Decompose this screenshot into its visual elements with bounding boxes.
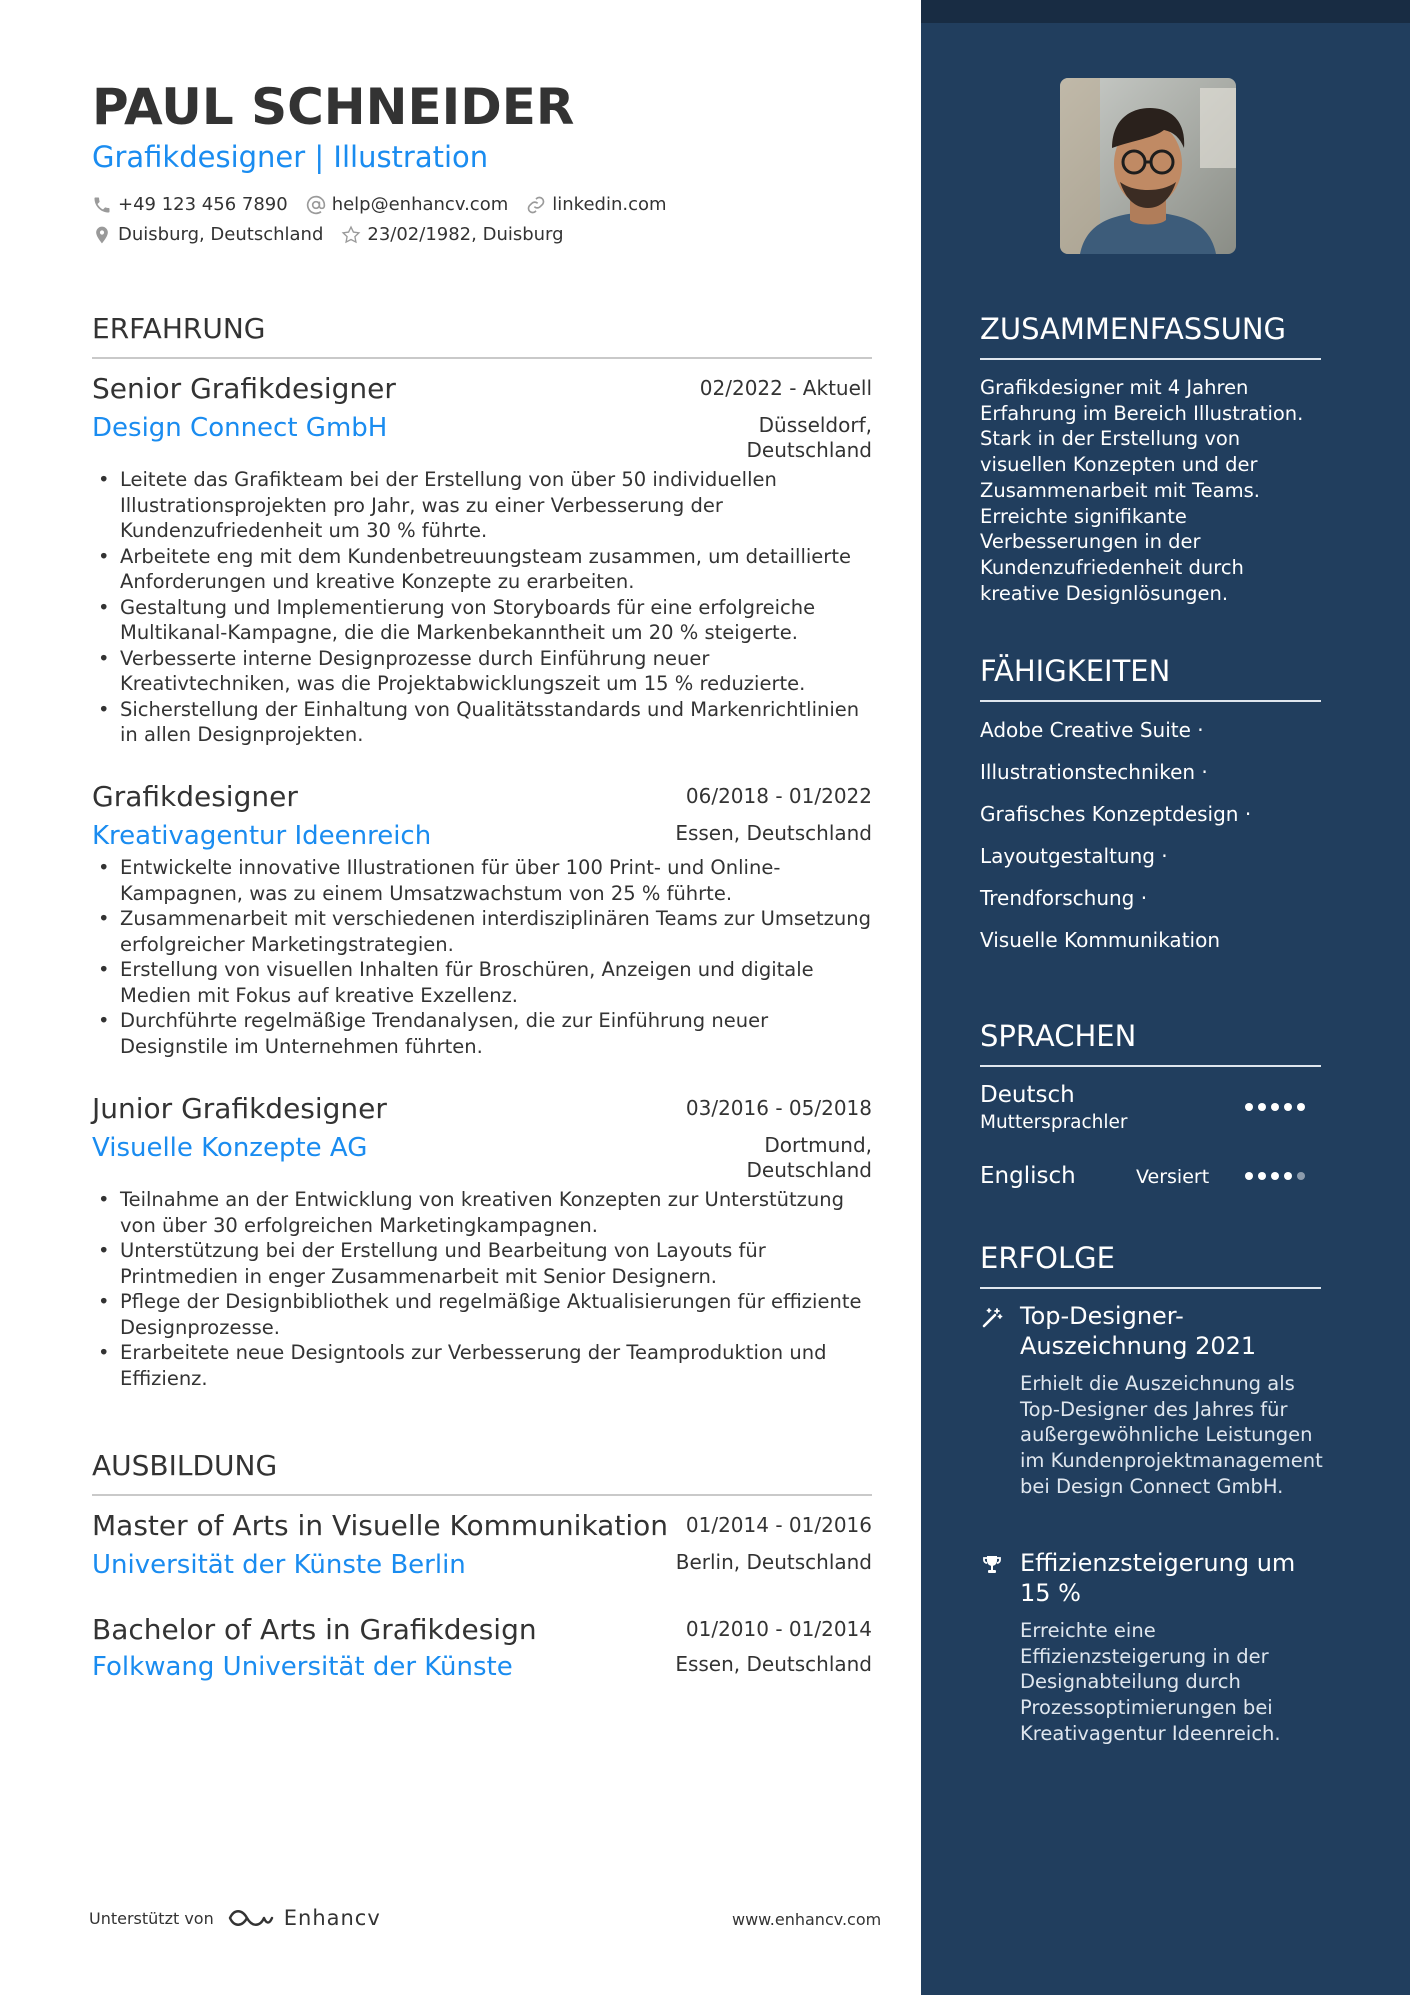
rating-dot (1284, 1103, 1292, 1111)
bullet-item: • Zusammenarbeit mit verschiedenen interdisziplinären Teams zur Umsetzung erfolgreicher Marketingstrategien. (92, 906, 872, 957)
skill-item: Trendforschung · (980, 886, 1148, 910)
job-entry (92, 1092, 872, 1391)
summary-text: Grafikdesigner mit 4 Jahren Erfahrung im Bereich Illustration. Stark in der Erstellung von visuellen Konzepten und der Zusammenarbeit mit Teams. Erreichte signifikante Verbesserungen in der Kundenzufriedenheit durch kreative Designlösungen. (980, 376, 1304, 605)
education-entry (92, 1509, 872, 1580)
achievement-title: Effizienzsteigerung um 15 % (1020, 1549, 1296, 1607)
job-date: 02/2022 - Aktuell (699, 376, 872, 400)
bullet-item: • Erarbeitete neue Designtools zur Verbesserung der Teamproduktion und Effizienz. (92, 1340, 872, 1391)
languages-heading: SPRACHEN (980, 1019, 1321, 1067)
powered-by-text: Unterstützt von (89, 1908, 214, 1928)
achievements-heading: ERFOLGE (980, 1241, 1321, 1289)
job-location-line: Dortmund, (764, 1133, 872, 1157)
enhancv-logo-icon (226, 1905, 276, 1931)
education-heading: AUSBILDUNG (92, 1449, 872, 1496)
star-icon (341, 225, 361, 245)
job-title: Junior Grafikdesigner (92, 1092, 387, 1125)
profile-photo (1060, 78, 1236, 254)
education-entry (92, 1613, 872, 1682)
location-pin-icon (92, 225, 112, 245)
skills-heading: FÄHIGKEITEN (980, 654, 1321, 702)
job-location-line: Deutschland (746, 1158, 872, 1182)
company-name[interactable]: Design Connect GmbH (92, 413, 388, 443)
job-entry (92, 372, 872, 748)
footer-url[interactable]: www.enhancv.com (732, 1910, 882, 1929)
magic-wand-icon (980, 1306, 1004, 1330)
language-name: Deutsch (980, 1082, 1075, 1108)
trophy-icon (980, 1553, 1004, 1577)
candidate-title: Grafikdesigner | Illustration (92, 140, 489, 174)
job-bullets (92, 1187, 872, 1391)
job-entry (92, 780, 872, 1059)
language-name: Englisch (980, 1163, 1076, 1189)
rating-dot-empty (1297, 1172, 1305, 1180)
job-title: Senior Grafikdesigner (92, 372, 396, 405)
candidate-name: PAUL SCHNEIDER (92, 78, 575, 136)
linkedin-text: linkedin.com (552, 194, 667, 215)
birth-text: 23/02/1982, Duisburg (367, 224, 564, 245)
contact-email[interactable] (306, 194, 509, 215)
bullet-item: • Gestaltung und Implementierung von Storyboards für eine erfolgreiche Multikanal-Kampagne, die die Markenbekanntheit um 20 % steigerte. (92, 595, 872, 646)
job-bullets (92, 855, 872, 1059)
job-date: 03/2016 - 05/2018 (685, 1096, 872, 1120)
bullet-item: • Entwickelte innovative Illustrationen für über 100 Print- und Online-Kampagnen, was zu einem Umsatzwachstum von 25 % führte. (92, 855, 872, 906)
bullet-item: • Verbesserte interne Designprozesse durch Einführung neuer Kreativtechniken, was die Projektabwicklungszeit um 15 % reduzierte. (92, 646, 872, 697)
contact-row (92, 194, 685, 215)
achievement-desc: Erhielt die Auszeichnung als Top-Designer des Jahres für außergewöhnliche Leistungen im Kundenprojektmanagement bei Design Connect GmbH. (1020, 1372, 1323, 1498)
link-icon (526, 195, 546, 215)
education-date: 01/2014 - 01/2016 (685, 1513, 872, 1537)
location-text: Duisburg, Deutschland (118, 224, 324, 245)
education-location: Essen, Deutschland (675, 1652, 872, 1676)
bullet-item: • Durchführte regelmäßige Trendanalysen, die zur Einführung neuer Designstile im Unternehmen führten. (92, 1008, 872, 1059)
bullet-item: • Teilnahme an der Entwicklung von kreativen Konzepten zur Unterstützung von über 30 erfolgreichen Marketingkampagnen. (92, 1187, 872, 1238)
job-location-line: Deutschland (746, 438, 872, 462)
language-rating (1245, 1172, 1310, 1180)
sidebar-topbar (921, 0, 1410, 23)
contact-phone[interactable] (92, 194, 288, 215)
achievement-desc: Erreichte eine Effizienzsteigerung in der Designabteilung durch Prozessoptimierungen bei Kreativagentur Ideenreich. (1020, 1619, 1281, 1745)
skill-item: Layoutgestaltung · (980, 844, 1168, 868)
sidebar (921, 0, 1410, 1995)
skill-item: Adobe Creative Suite · (980, 718, 1204, 742)
skill-item: Grafisches Konzeptdesign · (980, 802, 1252, 826)
achievement-title: Top-Designer-Auszeichnung 2021 (1020, 1302, 1257, 1360)
job-title: Grafikdesigner (92, 780, 298, 813)
job-date: 06/2018 - 01/2022 (685, 784, 872, 808)
language-level: Muttersprachler (980, 1112, 1128, 1133)
education-location: Berlin, Deutschland (675, 1550, 872, 1574)
language-rating (1245, 1103, 1310, 1111)
rating-dot (1258, 1172, 1266, 1180)
language-level: Versiert (1136, 1166, 1210, 1188)
education-date: 01/2010 - 01/2014 (685, 1617, 872, 1641)
skill-item: Illustrationstechniken · (980, 760, 1208, 784)
job-location-line: Düsseldorf, (758, 413, 872, 437)
skill-item: Visuelle Kommunikation (980, 928, 1220, 952)
rating-dot (1271, 1172, 1279, 1180)
school-name[interactable]: Folkwang Universität der Künste (92, 1652, 513, 1682)
email-text: help@enhancv.com (331, 194, 509, 215)
contact-location (92, 224, 323, 245)
bullet-item: • Unterstützung bei der Erstellung und Bearbeitung von Layouts für Printmedien in enger Zusammenarbeit mit Senior Designern. (92, 1238, 872, 1289)
rating-dot (1245, 1172, 1253, 1180)
job-bullets (92, 467, 872, 748)
contact-row-2 (92, 224, 582, 245)
bullet-item: • Pflege der Designbibliothek und regelmäßige Aktualisierungen für effiziente Designprozesse. (92, 1289, 872, 1340)
rating-dot (1271, 1103, 1279, 1111)
company-name[interactable]: Kreativagentur Ideenreich (92, 821, 432, 851)
degree-title: Master of Arts in Visuelle Kommunikation (92, 1509, 668, 1542)
rating-dot (1297, 1103, 1305, 1111)
experience-heading: ERFAHRUNG (92, 312, 872, 359)
bullet-item: • Arbeitete eng mit dem Kundenbetreuungsteam zusammen, um detaillierte Anforderungen und kreative Konzepte zu erarbeiten. (92, 544, 872, 595)
bullet-item: • Leitete das Grafikteam bei der Erstellung von über 50 individuellen Illustrationsprojekten pro Jahr, was zu einer Verbesserung der Kundenzufriedenheit um 30 % führte. (92, 467, 872, 544)
school-name[interactable]: Universität der Künste Berlin (92, 1550, 466, 1580)
enhancv-brand: Enhancv (283, 1906, 381, 1930)
phone-text: +49 123 456 7890 (118, 194, 288, 215)
contact-linkedin[interactable] (526, 194, 666, 215)
bullet-item: • Erstellung von visuellen Inhalten für Broschüren, Anzeigen und digitale Medien mit Fokus auf kreative Exzellenz. (92, 957, 872, 1008)
portrait-image (1060, 78, 1236, 254)
rating-dot (1284, 1172, 1292, 1180)
company-name[interactable]: Visuelle Konzepte AG (92, 1133, 368, 1163)
phone-icon (92, 195, 112, 215)
footer-powered-by (89, 1905, 381, 1931)
job-location-line: Essen, Deutschland (675, 821, 872, 845)
job-location (675, 821, 872, 846)
rating-dot (1245, 1103, 1253, 1111)
job-location (747, 413, 873, 463)
bullet-item: • Sicherstellung der Einhaltung von Qualitätsstandards und Markenrichtlinien in allen Designprojekten. (92, 697, 872, 748)
rating-dot (1258, 1103, 1266, 1111)
summary-heading: ZUSAMMENFASSUNG (980, 312, 1321, 360)
degree-title: Bachelor of Arts in Grafikdesign (92, 1613, 537, 1646)
contact-birth (341, 224, 563, 245)
at-icon (306, 195, 326, 215)
job-location (747, 1133, 873, 1183)
